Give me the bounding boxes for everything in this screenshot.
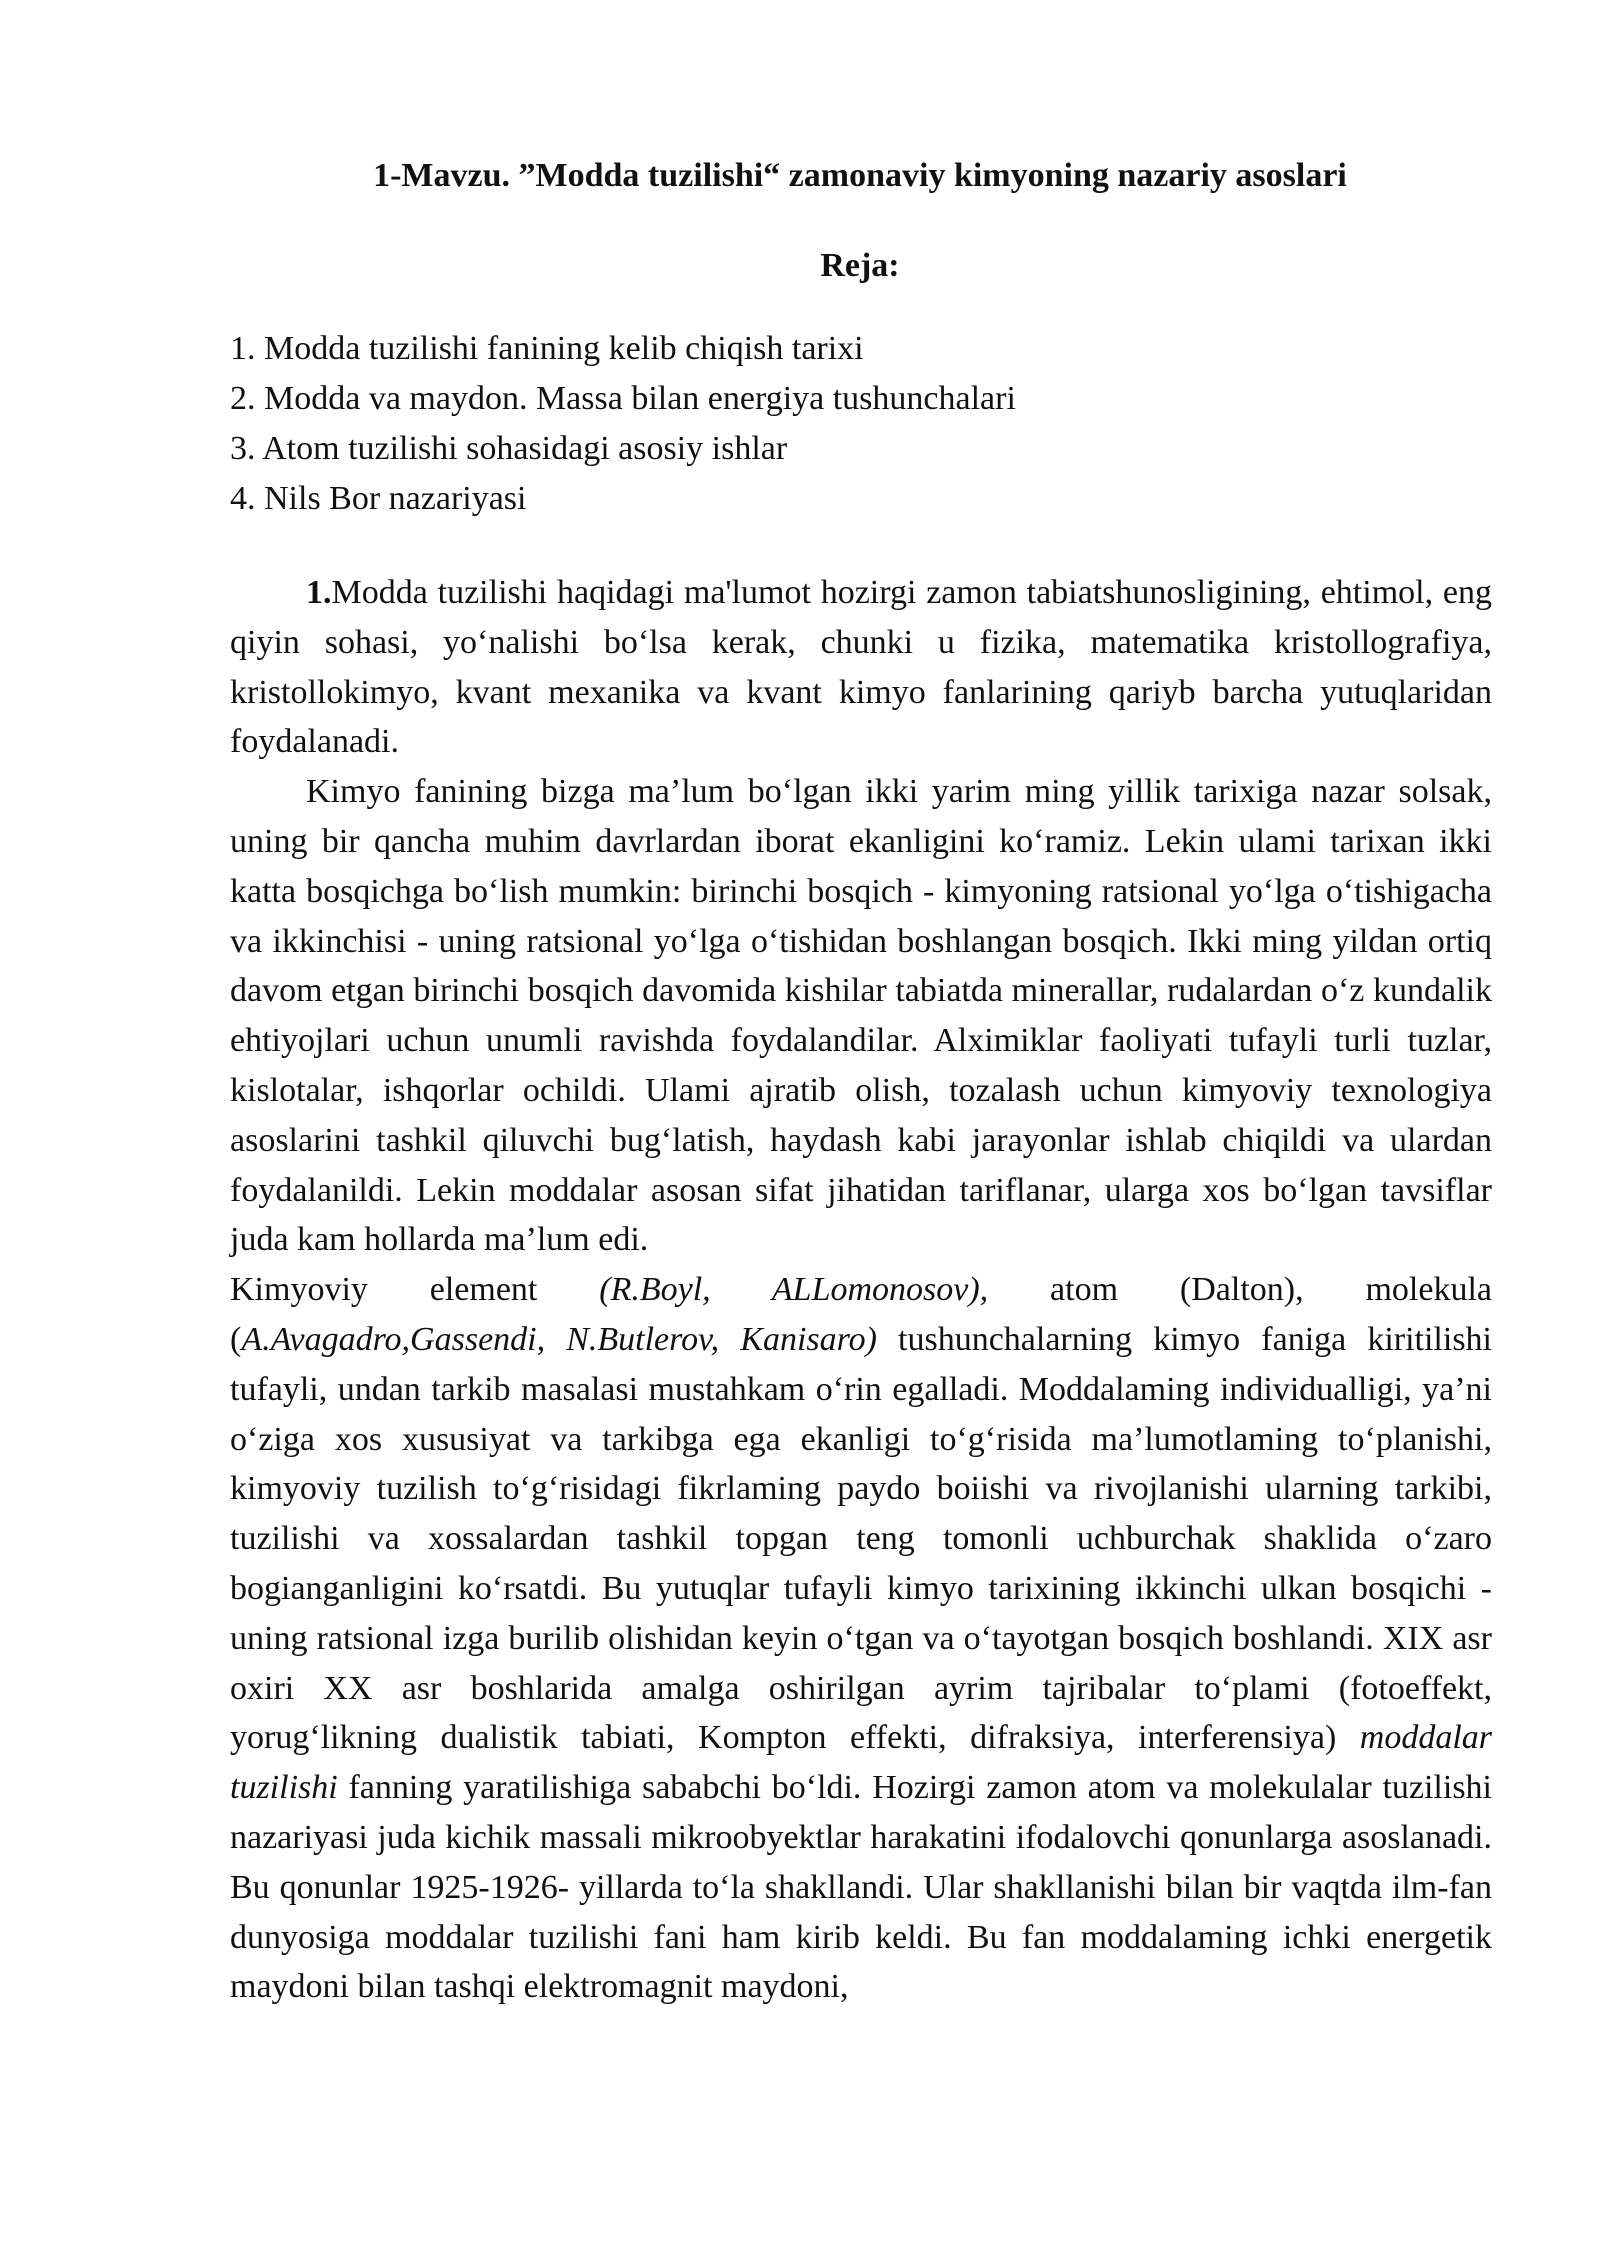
- plan-item: 1. Modda tuzilishi fanining kelib chiqish tarixi: [230, 330, 864, 367]
- plan-item: 4. Nils Bor nazariyasi: [230, 480, 527, 517]
- paragraph-3-italic-1: (R.Boyl, ALLomonosov),: [599, 1271, 989, 1309]
- paragraph-3: [230, 1265, 1492, 2012]
- paragraph-number: 1.: [306, 574, 332, 611]
- paragraph-3-italic-3: moddalar tuzilishi: [230, 1719, 1492, 1807]
- plan-item: 3. Atom tuzilishi sohasidagi asosiy ishlar: [230, 430, 788, 467]
- plan-heading: Reja:: [820, 247, 900, 284]
- paragraph-1-text: Modda tuzilishi haqidagi ma'lumot hozirgi zamon tabiatshunosligining, ehtimol, eng qiyin sohasi, yo‘nalishi bo‘lsa kerak, chunki u fizika, matematika kristollografiya, kristollokimyo, kvant mexanika va kvant kimyo fanlarining qariyb barcha yutuqlaridan foydalanadi.: [230, 574, 1492, 761]
- page-title: 1-Mavzu. ”Modda tuzilishi“ zamonaviy kimyoning nazariy asoslari: [373, 157, 1347, 194]
- paragraph-3-part-4: fanning yaratilishiga sababchi bo‘ldi. Hozirgi zamon atom va molekulalar tuzilishi nazariyasi juda kichik massali mikroobyektlar harakatini ifodalovchi qonunlarga asoslanadi. Bu qonunlar 1925-1926- yillarda to‘la shakllandi. Ular shakllanishi bilan bir vaqtda ilm-fan dunyosiga moddalar tuzilishi fani ham kirib keldi. Bu fan moddalaming ichki energetik maydoni bilan tashqi elektromagnit maydoni,: [230, 1769, 1492, 2006]
- plan-item: 2. Modda va maydon. Massa bilan energiya tushunchalari: [230, 380, 1016, 417]
- paragraph-3-italic-2: A.Avagadro,Gassendi, N.Butlerov, Kanisaro): [241, 1320, 877, 1358]
- paragraph-3-part-1: Kimyoviy element: [230, 1271, 600, 1309]
- paragraph-2: Kimyo fanining bizga ma’lum bo‘lgan ikki yarim ming yillik tarixiga nazar solsak, uning bir qancha muhim davrlardan iborat ekanligini ko‘ramiz. Lekin ulami tarixan ikki katta bosqichga bo‘lish mumkin: birinchi bosqich - kimyoning ratsional yo‘lga o‘tishigacha va ikkinchisi - uning ratsional yo‘lga o‘tishidan boshlangan bosqich. Ikki ming yildan ortiq davom etgan birinchi bosqich davomida kishilar tabiatda minerallar, rudalardan o‘z kundalik ehtiyojlari uchun unumli ravishda foydalandilar. Alximiklar faoliyati tufayli turli tuzlar, kislotalar, ishqorlar ochildi. Ulami ajratib olish, tozalash uchun kimyoviy texnologiya asoslarini tashkil qiluvchi bug‘latish, haydash kabi jarayonlar ishlab chiqildi va ulardan foydalanildi. Lekin moddalar asosan sifat jihatidan tariflanar, ularga xos bo‘lgan tavsiflar juda kam hollarda ma’lum edi.: [230, 773, 1492, 1259]
- paragraph-1: [230, 568, 1492, 767]
- plan-list: [230, 324, 1490, 524]
- body-text: [230, 568, 1492, 2012]
- paragraph-3-part-2: atom (Dalton), molekula (: [230, 1271, 1492, 1358]
- paragraph-3-part-3: tushunchalarning kimyo faniga kiritilishi tufayli, undan tarkib masalasi mustahkam o‘rin egalladi. Moddalaming individualligi, ya’ni o‘ziga xos xususiyat va tarkibga ega ekanligi to‘g‘risida ma’lumotlaming to‘planishi, kimyoviy tuzilish to‘g‘risidagi fikrlaming paydo boiishi va rivojlanishi ularning tarkibi, tuzilishi va xossalardan tashkil topgan teng tomonli uchburchak shaklida o‘zaro bogianganligini ko‘rsatdi. Bu yutuqlar tufayli kimyo tarixining ikkinchi ulkan bosqichi - uning ratsional izga burilib olishidan keyin o‘tgan va o‘tayotgan bosqich boshlandi. XIX asr oxiri XX asr boshlarida amalga oshirilgan ayrim tajribalar to‘plami (fotoeffekt, yorug‘likning dualistik tabiati, Kompton effekti, difraksiya, interferensiya): [230, 1320, 1493, 1757]
